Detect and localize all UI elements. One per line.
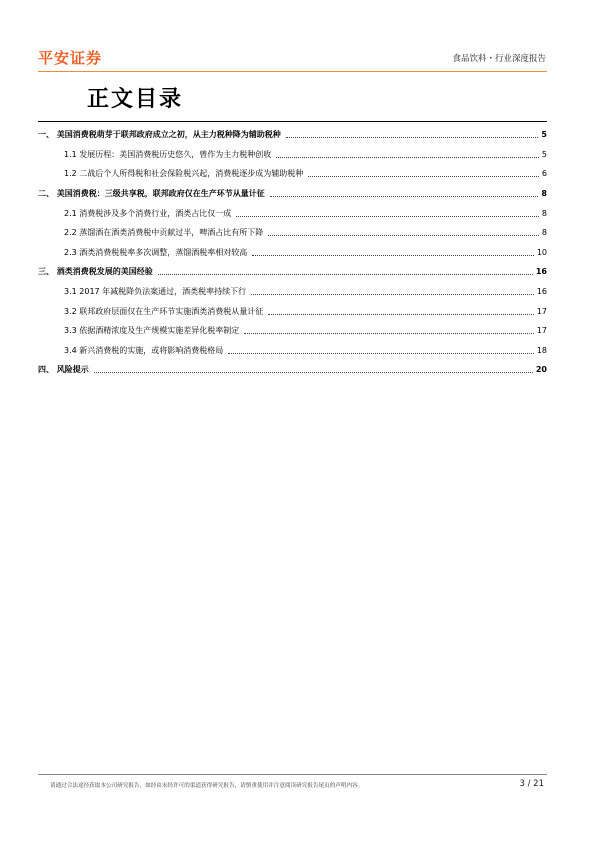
toc-entry-page: 5 xyxy=(541,130,547,140)
toc-leader-dots xyxy=(268,235,539,236)
toc-entry[interactable] xyxy=(38,223,547,243)
toc-leader-dots xyxy=(251,294,534,295)
toc-entry-page: 6 xyxy=(541,169,547,179)
footer-divider xyxy=(38,774,547,775)
toc-entry[interactable] xyxy=(38,125,547,145)
toc-divider xyxy=(38,121,547,122)
toc-leader-dots xyxy=(308,176,539,177)
toc-entry-page: 5 xyxy=(541,149,547,159)
toc-entry[interactable] xyxy=(38,145,547,165)
toc-entry[interactable] xyxy=(38,262,547,282)
toc-entry[interactable] xyxy=(38,243,547,263)
toc-entry-text: 3.4 新兴消费税的实施，或将影响消费税格局 xyxy=(64,345,224,355)
footer-disclaimer: 请通过合法途径获取本公司研究报告，如经由未经许可的渠道获得研究报告，请慎重使用并注意阅读研究报告尾页的声明内容。 xyxy=(50,783,364,789)
report-category: 食品饮料・行业深度报告 xyxy=(452,54,546,64)
toc-entry-text: 3.1 2017 年减税降负法案通过，酒类税率持续下行 xyxy=(64,287,247,297)
table-of-contents xyxy=(38,125,547,380)
toc-entry-text: 2.3 酒类消费税税率多次调整，蒸馏酒税率相对较高 xyxy=(64,247,248,257)
toc-entry[interactable] xyxy=(38,341,547,361)
toc-leader-dots xyxy=(244,333,534,334)
toc-leader-dots xyxy=(158,274,533,275)
toc-entry-page: 8 xyxy=(541,189,547,199)
toc-entry-text: 三、 酒类消费税发展的美国经验 xyxy=(38,267,153,277)
toc-leader-dots xyxy=(94,372,533,373)
toc-entry-text: 2.1 消费税涉及多个消费行业，酒类占比仅一成 xyxy=(64,208,232,218)
toc-entry-page: 10 xyxy=(536,247,547,257)
toc-entry-text: 二、 美国消费税：三级共享税，联邦政府仅在生产环节从量计征 xyxy=(38,189,265,199)
page-number: 3 / 21 xyxy=(519,779,544,789)
toc-entry-page: 17 xyxy=(536,326,547,336)
toc-entry-text: 3.2 联邦政府层面仅在生产环节实施酒类消费税从量计征 xyxy=(64,306,264,316)
toc-entry[interactable] xyxy=(38,301,547,321)
toc-entry-text: 3.3 依据酒精浓度及生产规模实施差异化税率制定 xyxy=(64,326,240,336)
toc-title: 正文目录 xyxy=(87,87,184,112)
toc-entry-page: 17 xyxy=(536,306,547,316)
toc-entry-text: 2.2 蒸馏酒在酒类消费税中贡献过半，啤酒占比有所下降 xyxy=(64,228,264,238)
toc-entry[interactable] xyxy=(38,321,547,341)
toc-entry-text: 一、 美国消费税萌芽于联邦政府成立之初，从主力税种降为辅助税种 xyxy=(38,130,281,140)
header-divider xyxy=(38,71,547,72)
brand-logo: 平安证券 xyxy=(38,49,103,67)
toc-entry-page: 20 xyxy=(535,365,547,375)
toc-leader-dots xyxy=(228,353,534,354)
toc-entry[interactable] xyxy=(38,184,547,204)
toc-entry[interactable] xyxy=(38,203,547,223)
toc-entry[interactable] xyxy=(38,282,547,302)
toc-entry-page: 8 xyxy=(541,208,547,218)
toc-leader-dots xyxy=(268,314,534,315)
toc-entry-page: 16 xyxy=(535,267,547,277)
toc-leader-dots xyxy=(286,137,539,138)
toc-entry-text: 四、 风险提示 xyxy=(38,365,89,375)
toc-leader-dots xyxy=(252,255,534,256)
toc-leader-dots xyxy=(276,157,539,158)
toc-entry-text: 1.1 发展历程：美国消费税历史悠久，曾作为主力税种创收 xyxy=(64,149,272,159)
toc-entry-page: 16 xyxy=(536,287,547,297)
toc-entry[interactable] xyxy=(38,164,547,184)
toc-leader-dots xyxy=(270,196,539,197)
toc-entry-page: 8 xyxy=(541,228,547,238)
toc-entry-page: 18 xyxy=(536,345,547,355)
toc-entry[interactable] xyxy=(38,360,547,380)
toc-leader-dots xyxy=(236,216,539,217)
toc-entry-text: 1.2 二战后个人所得税和社会保险税兴起，消费税逐步成为辅助税种 xyxy=(64,169,304,179)
